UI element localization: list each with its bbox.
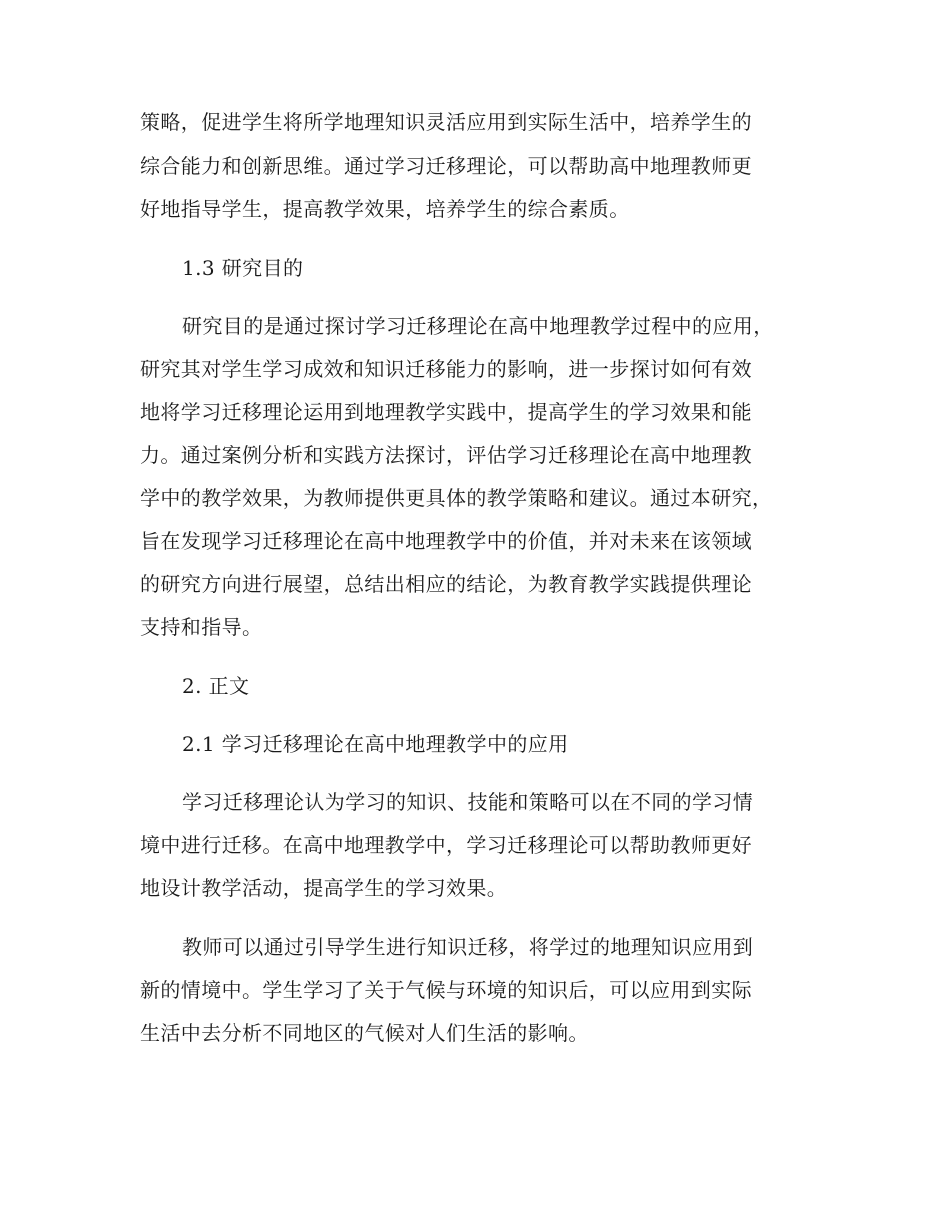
section-heading-2-1: 2.1 学习迁移理论在高中地理教学中的应用 xyxy=(182,732,569,756)
paragraph-1-line-2: 综合能力和创新思维。通过学习迁移理论，可以帮助高中地理教师更 xyxy=(140,154,752,178)
section-heading-1-3: 1.3 研究目的 xyxy=(182,256,304,280)
paragraph-2-line-6: 旨在发现学习迁移理论在高中地理教学中的价值，并对未来在该领域 xyxy=(140,529,752,553)
paragraph-2-line-8: 支持和指导。 xyxy=(140,615,263,639)
paragraph-2-line-1: 研究目的是通过探讨学习迁移理论在高中地理教学过程中的应用， xyxy=(182,314,774,338)
paragraph-2-line-2: 研究其对学生学习成效和知识迁移能力的影响，进一步探讨如何有效 xyxy=(140,357,752,381)
paragraph-4-line-2: 新的情境中。学生学习了关于气候与环境的知识后，可以应用到实际 xyxy=(140,978,752,1002)
paragraph-2-line-3: 地将学习迁移理论运用到地理教学实践中，提高学生的学习效果和能 xyxy=(140,400,752,424)
paragraph-2-line-4: 力。通过案例分析和实践方法探讨，评估学习迁移理论在高中地理教 xyxy=(140,443,752,467)
paragraph-3-line-2: 境中进行迁移。在高中地理教学中，学习迁移理论可以帮助教师更好 xyxy=(140,833,752,857)
paragraph-4-line-3: 生活中去分析不同地区的气候对人们生活的影响。 xyxy=(140,1021,589,1045)
paragraph-1-line-3: 好地指导学生，提高教学效果，培养学生的综合素质。 xyxy=(140,197,630,221)
paragraph-1-line-1: 策略，促进学生将所学地理知识灵活应用到实际生活中，培养学生的 xyxy=(140,110,752,134)
paragraph-2-line-7: 的研究方向进行展望，总结出相应的结论，为教育教学实践提供理论 xyxy=(140,572,752,596)
paragraph-2-line-5: 学中的教学效果，为教师提供更具体的教学策略和建议。通过本研究， xyxy=(140,486,773,510)
paragraph-3-line-1: 学习迁移理论认为学习的知识、技能和策略可以在不同的学习情 xyxy=(182,790,754,814)
paragraph-4-line-1: 教师可以通过引导学生进行知识迁移，将学过的地理知识应用到 xyxy=(182,935,754,959)
section-heading-2: 2. 正文 xyxy=(182,674,250,698)
paragraph-3-line-3: 地设计教学活动，提高学生的学习效果。 xyxy=(140,876,508,900)
